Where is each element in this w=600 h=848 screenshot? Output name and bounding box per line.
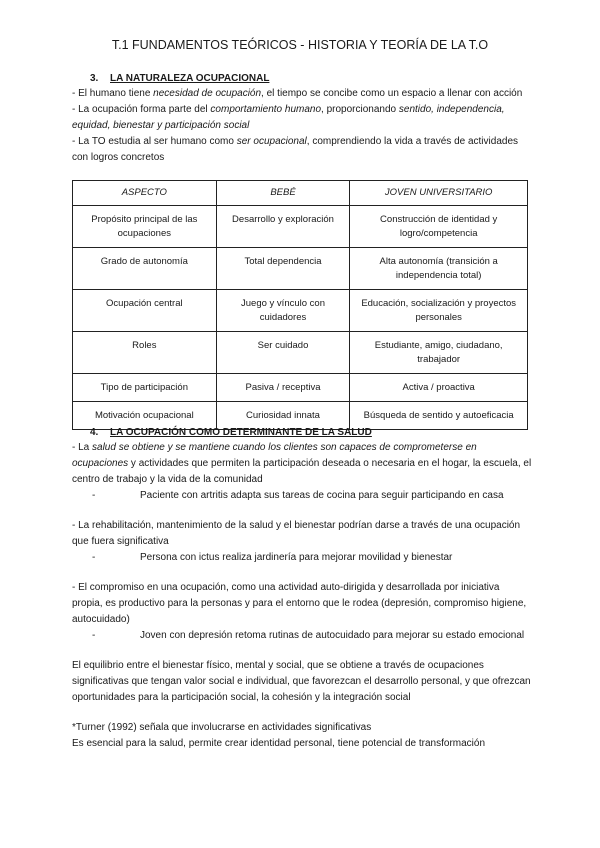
- table-row: [73, 206, 528, 248]
- table-cell: Tipo de participación: [73, 374, 217, 402]
- example-bullet: - Joven con depresión retoma rutinas de autocuidado para mejorar su estado emocional: [72, 628, 532, 644]
- turner-line-2: Es esencial para la salud, permite crear identidad personal, tiene potencial de transformación: [72, 738, 486, 749]
- table-cell: Ser cuidado: [216, 332, 350, 374]
- section-4-paragraph-1: - La salud se obtiene y se mantiene cuando los clientes son capaces de comprometerse en ocupaciones y actividades que permiten la participación deseada o necesaria en el hogar, la escuela, el centro de trabajo y la vida de la comunidad: [72, 442, 532, 485]
- table-header-row: [73, 181, 528, 206]
- section-4-number: 4.: [90, 427, 99, 438]
- section-4-block-4: [72, 658, 532, 706]
- table-cell: Desarrollo y exploración: [216, 206, 350, 248]
- section-4-paragraph-3: - El compromiso en una ocupación, como una actividad auto-dirigida y desarrollada por iniciativa propia, es productivo para la personas y para el entorno que le rodea (depresión, compromiso higiene, autocuidado): [72, 582, 527, 625]
- table-cell: Motivación ocupacional: [73, 402, 217, 430]
- table-cell: Propósito principal de las ocupaciones: [73, 206, 217, 248]
- table-row: [73, 374, 528, 402]
- section-3-line-3: - La TO estudia al ser humano como ser ocupacional, comprendiendo la vida a través de actividades con logros concretos: [72, 136, 519, 163]
- bullet-dash: -: [92, 552, 96, 563]
- table-cell: Ocupación central: [73, 290, 217, 332]
- section-4-paragraph-2: - La rehabilitación, mantenimiento de la salud y el bienestar podrían darse a través de una ocupación que fuera significativa: [72, 520, 521, 547]
- section-4: [72, 426, 532, 504]
- section-3-heading: [72, 72, 532, 86]
- turner-line-1: *Turner (1992) señala que involucrarse en actividades significativas: [72, 722, 372, 733]
- bullet-dash: -: [92, 490, 96, 501]
- table-row: [73, 248, 528, 290]
- example-bullet: - Persona con ictus realiza jardinería para mejorar movilidad y bienestar: [72, 550, 532, 566]
- section-4-title: LA OCUPACIÓN COMO DETERMINANTE DE LA SALUD: [110, 427, 372, 438]
- section-3-line-1: - El humano tiene necesidad de ocupación, el tiempo se concibe como un espacio a llenar con acción: [72, 88, 523, 99]
- table-cell: Juego y vínculo con cuidadores: [216, 290, 350, 332]
- table-cell: Activa / proactiva: [350, 374, 528, 402]
- table-cell: Educación, socialización y proyectos personales: [350, 290, 528, 332]
- table-cell: Búsqueda de sentido y autoeficacia: [350, 402, 528, 430]
- table-header: BEBÉ: [216, 181, 350, 206]
- bullet-dash: -: [92, 630, 96, 641]
- table-row: [73, 290, 528, 332]
- comparison-table: [72, 180, 528, 430]
- table-cell: Total dependencia: [216, 248, 350, 290]
- example-bullet: - Paciente con artritis adapta sus tareas de cocina para seguir participando en casa: [72, 488, 532, 504]
- table-header: JOVEN UNIVERSITARIO: [350, 181, 528, 206]
- table-cell: Estudiante, amigo, ciudadano, trabajador: [350, 332, 528, 374]
- table-cell: Roles: [73, 332, 217, 374]
- table-cell: Construcción de identidad y logro/competencia: [350, 206, 528, 248]
- section-4-block-2: [72, 518, 532, 566]
- table-cell: Pasiva / receptiva: [216, 374, 350, 402]
- section-3: [72, 72, 532, 166]
- section-4-block-5: [72, 720, 532, 752]
- section-4-heading: [72, 426, 532, 440]
- section-3-number: 3.: [90, 73, 99, 84]
- page-title: T.1 FUNDAMENTOS TEÓRICOS - HISTORIA Y TEORÍA DE LA T.O: [111, 38, 489, 52]
- table-cell: Curiosidad innata: [216, 402, 350, 430]
- table-header: ASPECTO: [73, 181, 217, 206]
- table-cell: Grado de autonomía: [73, 248, 217, 290]
- section-4-paragraph-4: El equilibrio entre el bienestar físico, mental y social, que se obtiene a través de ocupaciones significativas que tengan valor social e individual, que favorezcan el desarrollo personal, y que ofrezcan oportunidades para la participación social, la cohesión y la integración social: [72, 660, 531, 703]
- section-3-title: LA NATURALEZA OCUPACIONAL: [110, 73, 270, 84]
- table-row: [73, 332, 528, 374]
- section-4-block-3: [72, 580, 532, 644]
- section-3-line-2: - La ocupación forma parte del comportamiento humano, proporcionando sentido, independencia, equidad, bienestar y participación social: [72, 104, 505, 131]
- table-cell: Alta autonomía (transición a independencia total): [350, 248, 528, 290]
